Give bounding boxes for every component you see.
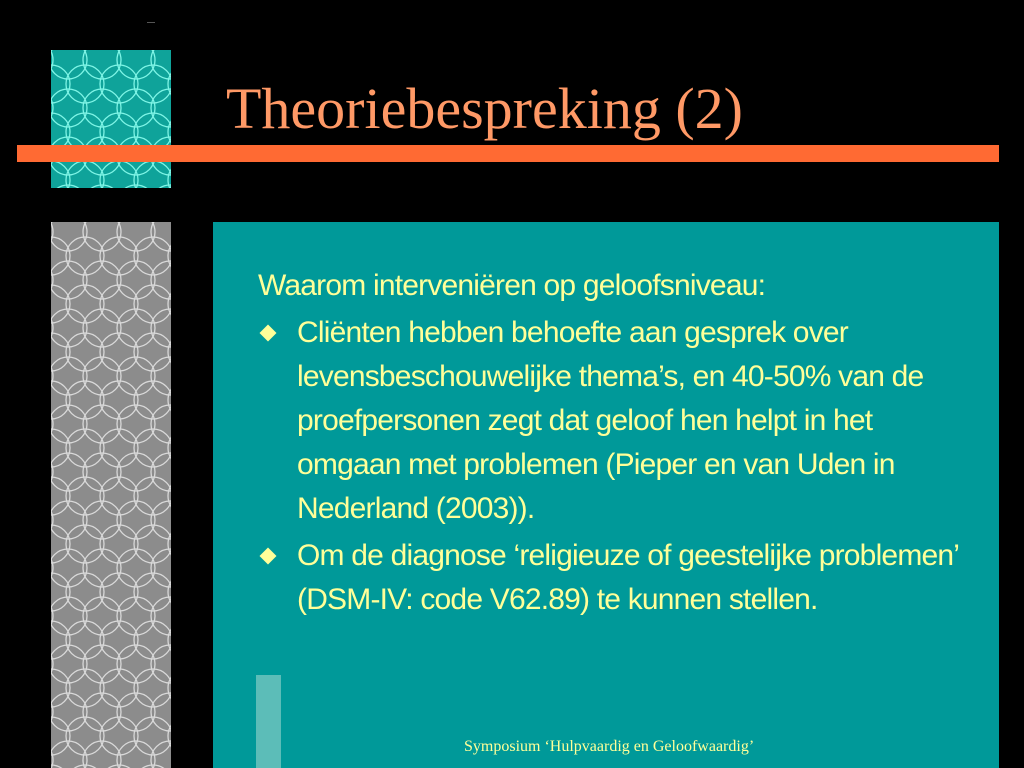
pattern-circle	[100, 381, 138, 419]
bullet-text: Cliënten hebben behoefte aan gesprek over levensbeschouwelijke thema’s, en 40-50% van de proefpersonen zegt dat geloof hen helpt in het omgaan met problemen (Pieper en van Uden in Nederland (2003)).	[297, 316, 924, 525]
teal-circle-pattern	[51, 50, 171, 188]
pattern-circle	[168, 429, 171, 467]
pattern-circle	[100, 717, 138, 755]
pattern-circle	[66, 573, 104, 611]
pattern-circle	[83, 89, 121, 127]
slide-title: Theoriebespreking (2)	[226, 76, 743, 141]
pattern-circle	[134, 381, 171, 419]
pattern-circle	[51, 501, 53, 539]
pattern-circle	[168, 669, 171, 707]
pattern-circle	[51, 357, 53, 395]
pattern-circle	[134, 573, 171, 611]
pattern-circle	[168, 477, 171, 515]
pattern-circle	[51, 405, 53, 443]
pattern-circle	[168, 333, 171, 371]
pattern-circle	[51, 645, 53, 683]
pattern-circle	[51, 237, 70, 275]
pattern-circle	[66, 717, 104, 755]
pattern-circle	[83, 405, 121, 443]
pattern-circle	[83, 309, 121, 347]
pattern-circle	[117, 453, 155, 491]
pattern-circle	[51, 65, 70, 103]
accent-bar	[256, 675, 281, 768]
pattern-circle	[100, 237, 138, 275]
pattern-circle	[83, 357, 121, 395]
pattern-circle	[51, 549, 53, 587]
pattern-circle	[51, 621, 70, 659]
pattern-circle	[134, 237, 171, 275]
pattern-circle	[83, 549, 121, 587]
pattern-circle	[134, 621, 171, 659]
pattern-circle	[168, 381, 171, 419]
pattern-circle	[66, 381, 104, 419]
intro-line: Waarom interveniëren op geloofsniveau:	[258, 269, 766, 302]
diamond-bullet-icon	[260, 325, 277, 342]
pattern-circle	[100, 333, 138, 371]
pattern-circle	[100, 573, 138, 611]
pattern-circle	[51, 429, 70, 467]
pattern-circle	[66, 237, 104, 275]
pattern-circle	[168, 717, 171, 755]
pattern-circle	[134, 525, 171, 563]
pattern-circle	[51, 285, 70, 323]
pattern-circle	[117, 597, 155, 635]
pattern-circle	[66, 429, 104, 467]
pattern-circle	[134, 333, 171, 371]
pattern-circle	[83, 453, 121, 491]
pattern-circle	[168, 573, 171, 611]
pattern-circle	[168, 621, 171, 659]
pattern-circle	[51, 597, 53, 635]
pattern-circle	[100, 669, 138, 707]
pattern-circle	[134, 65, 171, 103]
pattern-circle	[83, 645, 121, 683]
pattern-circle	[117, 405, 155, 443]
pattern-circle	[100, 525, 138, 563]
pattern-circle	[100, 285, 138, 323]
bullet-text: Om de diagnose ‘religieuze of geestelijke problemen’ (DSM-IV: code V62.89) te kunnen stellen.	[297, 539, 959, 616]
pattern-circle	[66, 621, 104, 659]
bullet-list	[258, 311, 968, 622]
pattern-circle	[66, 669, 104, 707]
pattern-circle	[151, 185, 171, 188]
pattern-circle	[51, 89, 53, 127]
pattern-circle	[117, 693, 155, 731]
pattern-circle	[51, 453, 53, 491]
pattern-circle	[66, 65, 104, 103]
pattern-circle	[134, 285, 171, 323]
pattern-circle	[51, 573, 70, 611]
pattern-circle	[51, 477, 70, 515]
pattern-circle	[51, 333, 70, 371]
pattern-circle	[51, 717, 70, 755]
pattern-circle	[117, 645, 155, 683]
pattern-circle	[117, 261, 155, 299]
pattern-circle	[168, 237, 171, 275]
pattern-circle	[117, 309, 155, 347]
bullet-item	[258, 534, 967, 622]
pattern-circle	[100, 429, 138, 467]
bullet-item	[258, 311, 967, 531]
pattern-circle	[66, 333, 104, 371]
corner-mark	[147, 22, 155, 23]
pattern-circle	[134, 717, 171, 755]
pattern-circle	[83, 693, 121, 731]
pattern-circle	[66, 477, 104, 515]
pattern-circle	[117, 549, 155, 587]
title-underline-bar	[17, 145, 999, 162]
pattern-circle	[51, 381, 70, 419]
pattern-circle	[51, 693, 53, 731]
pattern-circle	[51, 185, 53, 188]
pattern-circle	[51, 525, 70, 563]
pattern-circle	[117, 357, 155, 395]
pattern-circle	[168, 285, 171, 323]
pattern-circle	[66, 525, 104, 563]
diamond-bullet-icon	[260, 548, 277, 565]
pattern-circle	[66, 285, 104, 323]
pattern-circle	[134, 429, 171, 467]
pattern-circle	[168, 525, 171, 563]
pattern-circle	[117, 89, 155, 127]
pattern-circle	[134, 477, 171, 515]
gray-circle-pattern	[51, 222, 171, 768]
teal-circles-svg	[51, 50, 171, 188]
pattern-circle	[83, 261, 121, 299]
pattern-circle	[134, 669, 171, 707]
pattern-circle	[83, 501, 121, 539]
pattern-circle	[51, 669, 70, 707]
gray-circles-svg	[51, 222, 171, 768]
pattern-circle	[83, 597, 121, 635]
slide-body	[258, 264, 968, 622]
pattern-circle	[117, 501, 155, 539]
pattern-circle	[100, 477, 138, 515]
pattern-circle	[168, 65, 171, 103]
pattern-circle	[100, 65, 138, 103]
pattern-circle	[51, 309, 53, 347]
pattern-circle	[100, 621, 138, 659]
pattern-circle	[51, 261, 53, 299]
slide-footer: Symposium ‘Hulpvaardig en Geloofwaardig’	[464, 738, 755, 755]
